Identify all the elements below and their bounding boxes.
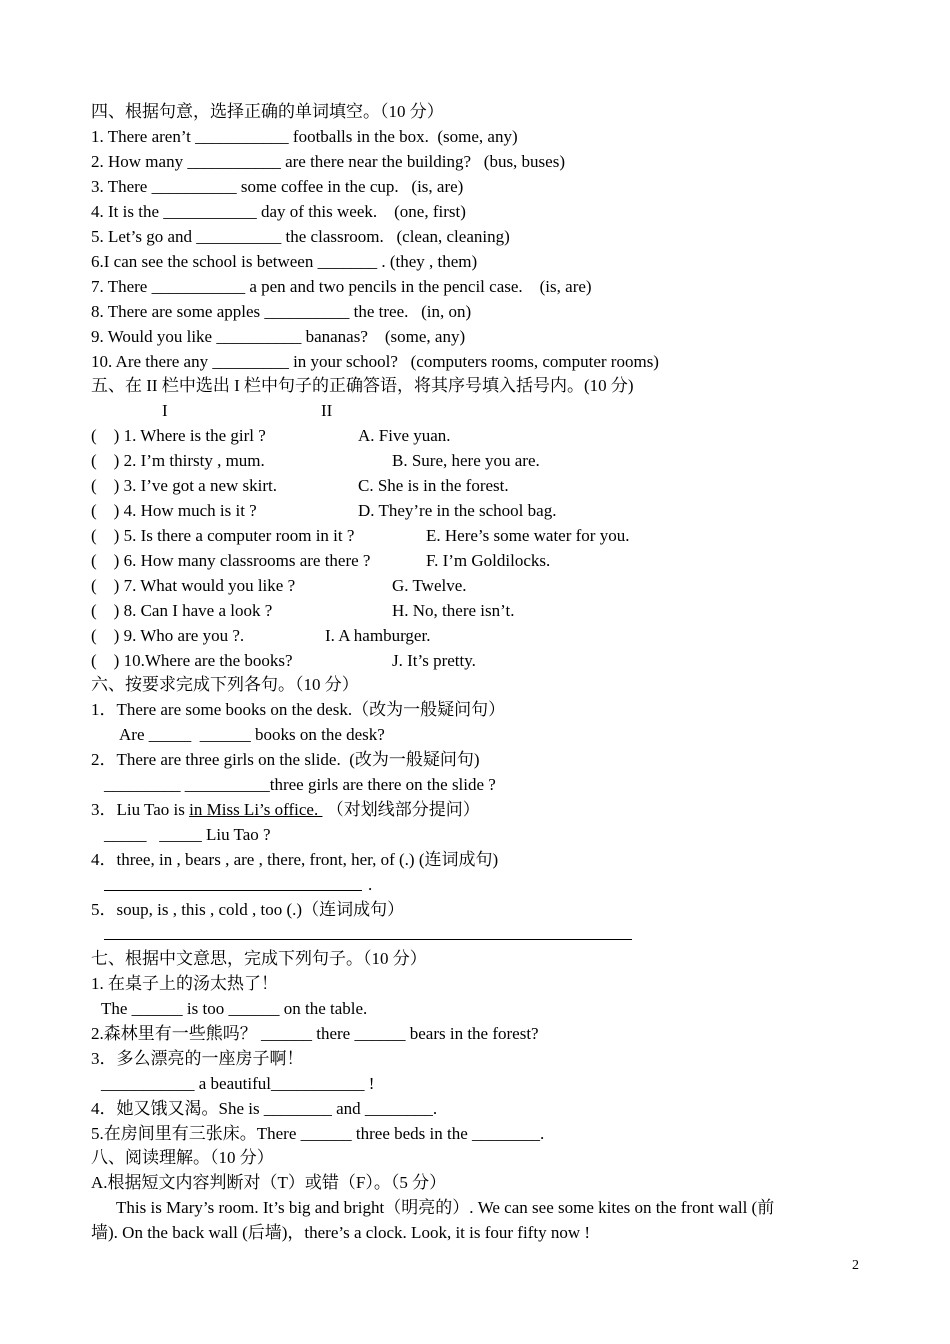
- s5-question: ( ) 9. Who are you ?.: [91, 626, 245, 645]
- s4-item-3: 3. There __________ some coffee in the cup. (is, are): [91, 177, 464, 196]
- s5-row-2: [91, 448, 691, 473]
- s6-q3-instruction: （对划线部分提问）: [322, 800, 480, 819]
- s5-question: ( ) 10.Where are the books?: [91, 651, 293, 670]
- s5-question: ( ) 6. How many classrooms are there ?: [91, 551, 371, 570]
- s5-answer: A. Five yuan.: [358, 426, 451, 445]
- s5-col1-label: I: [162, 401, 168, 420]
- s4-item-10: 10. Are there any _________ in your school? (computers rooms, computer rooms): [91, 352, 659, 371]
- s6-q2-answer: _________ __________three girls are there on the slide ?: [104, 775, 496, 794]
- s6-q5-answer-line: [104, 939, 632, 940]
- section-4-heading: 四、根据句意，选择正确的单词填空。（10 分）: [91, 102, 444, 121]
- s4-item-9: 9. Would you like __________ bananas? (some, any): [91, 327, 466, 346]
- s6-q3-answer: _____ _____ Liu Tao ?: [104, 825, 271, 844]
- section-5-heading: 五、在 II 栏中选出 I 栏中句子的正确答语，将其序号填入括号内。(10 分): [91, 376, 634, 395]
- page-number: 2: [852, 1258, 859, 1273]
- s5-row-5: [91, 523, 691, 548]
- s6-q1: 1．There are some books on the desk.（改为一般疑问句）: [91, 700, 506, 719]
- s6-q4-answer-line: [104, 890, 362, 891]
- s5-answer: I. A hamburger.: [325, 626, 431, 645]
- section-8-heading: 八、阅读理解。（10 分）: [91, 1148, 274, 1167]
- s5-row-4: [91, 498, 691, 523]
- section-6-heading: 六、按要求完成下列各句。（10 分）: [91, 675, 359, 694]
- s5-row-10: [91, 648, 691, 673]
- s5-question: ( ) 7. What would you like ?: [91, 576, 296, 595]
- s6-q2: 2．There are three girls on the slide. (改为一般疑问句): [91, 750, 480, 769]
- s6-q3-underlined-phrase: in Miss Li’s office.: [189, 800, 323, 819]
- s5-question: ( ) 1. Where is the girl ?: [91, 426, 266, 445]
- s4-item-2: 2. How many ___________ are there near the building? (bus, buses): [91, 152, 565, 171]
- s5-question: ( ) 3. I’ve got a new skirt.: [91, 476, 278, 495]
- s6-q5: 5．soup, is , this , cold , too (.)（连词成句）: [91, 900, 405, 919]
- s7-q3-answer: ___________ a beautiful___________ !: [101, 1074, 375, 1093]
- s5-answer: C. She is in the forest.: [358, 476, 509, 495]
- s5-answer: E. Here’s some water for you.: [426, 526, 630, 545]
- s5-row-7: [91, 573, 691, 598]
- s7-q4: 4．她又饿又渴。She is ________ and ________.: [91, 1099, 438, 1118]
- s6-q4-period: .: [368, 875, 373, 894]
- s5-column-labels: [91, 398, 691, 423]
- s8-passage-line-1: This is Mary’s room. It’s big and bright（明亮的）. We can see some kites on the front wall (前: [116, 1198, 775, 1217]
- s7-q3: 3．多么漂亮的一座房子啊！: [91, 1049, 304, 1068]
- s7-q5: 5.在房间里有三张床。There ______ three beds in the ________.: [91, 1124, 545, 1143]
- s4-item-6: 6.I can see the school is between _______ . (they , them): [91, 252, 478, 271]
- s4-item-7: 7. There ___________ a pen and two pencils in the pencil case. (is, are): [91, 277, 592, 296]
- s8-passage-line-2: 墙). On the back wall (后墙)，there’s a clock. Look, it is four fifty now !: [91, 1223, 591, 1242]
- s5-row-3: [91, 473, 691, 498]
- s5-answer: B. Sure, here you are.: [392, 451, 540, 470]
- s7-q1-answer: The ______ is too ______ on the table.: [101, 999, 368, 1018]
- s4-item-5: 5. Let’s go and __________ the classroom. (clean, cleaning): [91, 227, 510, 246]
- s5-answer: J. It’s pretty.: [392, 651, 476, 670]
- s5-answer: F. I’m Goldilocks.: [426, 551, 551, 570]
- s5-question: ( ) 4. How much is it ?: [91, 501, 257, 520]
- s6-q4: 4．three, in , bears , are , there, front, her, of (.) (连词成句): [91, 850, 499, 869]
- s5-question: ( ) 8. Can I have a look ?: [91, 601, 273, 620]
- s5-question: ( ) 5. Is there a computer room in it ?: [91, 526, 355, 545]
- s6-q3: [91, 797, 480, 822]
- s5-col2-label: II: [321, 401, 333, 420]
- s6-q1-answer: Are _____ ______ books on the desk?: [119, 725, 385, 744]
- s5-answer: H. No, there isn’t.: [392, 601, 515, 620]
- section-7-heading: 七、根据中文意思，完成下列句子。（10 分）: [91, 949, 427, 968]
- s5-row-1: [91, 423, 691, 448]
- s7-q1: 1. 在桌子上的汤太热了！: [91, 974, 278, 993]
- s5-row-6: [91, 548, 691, 573]
- s5-row-8: [91, 598, 691, 623]
- s4-item-4: 4. It is the ___________ day of this week. (one, first): [91, 202, 466, 221]
- s7-q2: 2.森林里有一些熊吗？ ______ there ______ bears in the forest?: [91, 1024, 539, 1043]
- s6-q3-prefix: 3．Liu Tao is: [91, 800, 190, 819]
- s4-item-8: 8. There are some apples __________ the tree. (in, on): [91, 302, 472, 321]
- s5-answer: G. Twelve.: [392, 576, 467, 595]
- s4-item-1: 1. There aren’t ___________ footballs in the box. (some, any): [91, 127, 518, 146]
- s5-row-9: [91, 623, 691, 648]
- s8-part-a-instruction: A.根据短文内容判断对（T）或错（F）。（5 分）: [91, 1173, 447, 1192]
- s5-answer: D. They’re in the school bag.: [358, 501, 557, 520]
- s5-question: ( ) 2. I’m thirsty , mum.: [91, 451, 265, 470]
